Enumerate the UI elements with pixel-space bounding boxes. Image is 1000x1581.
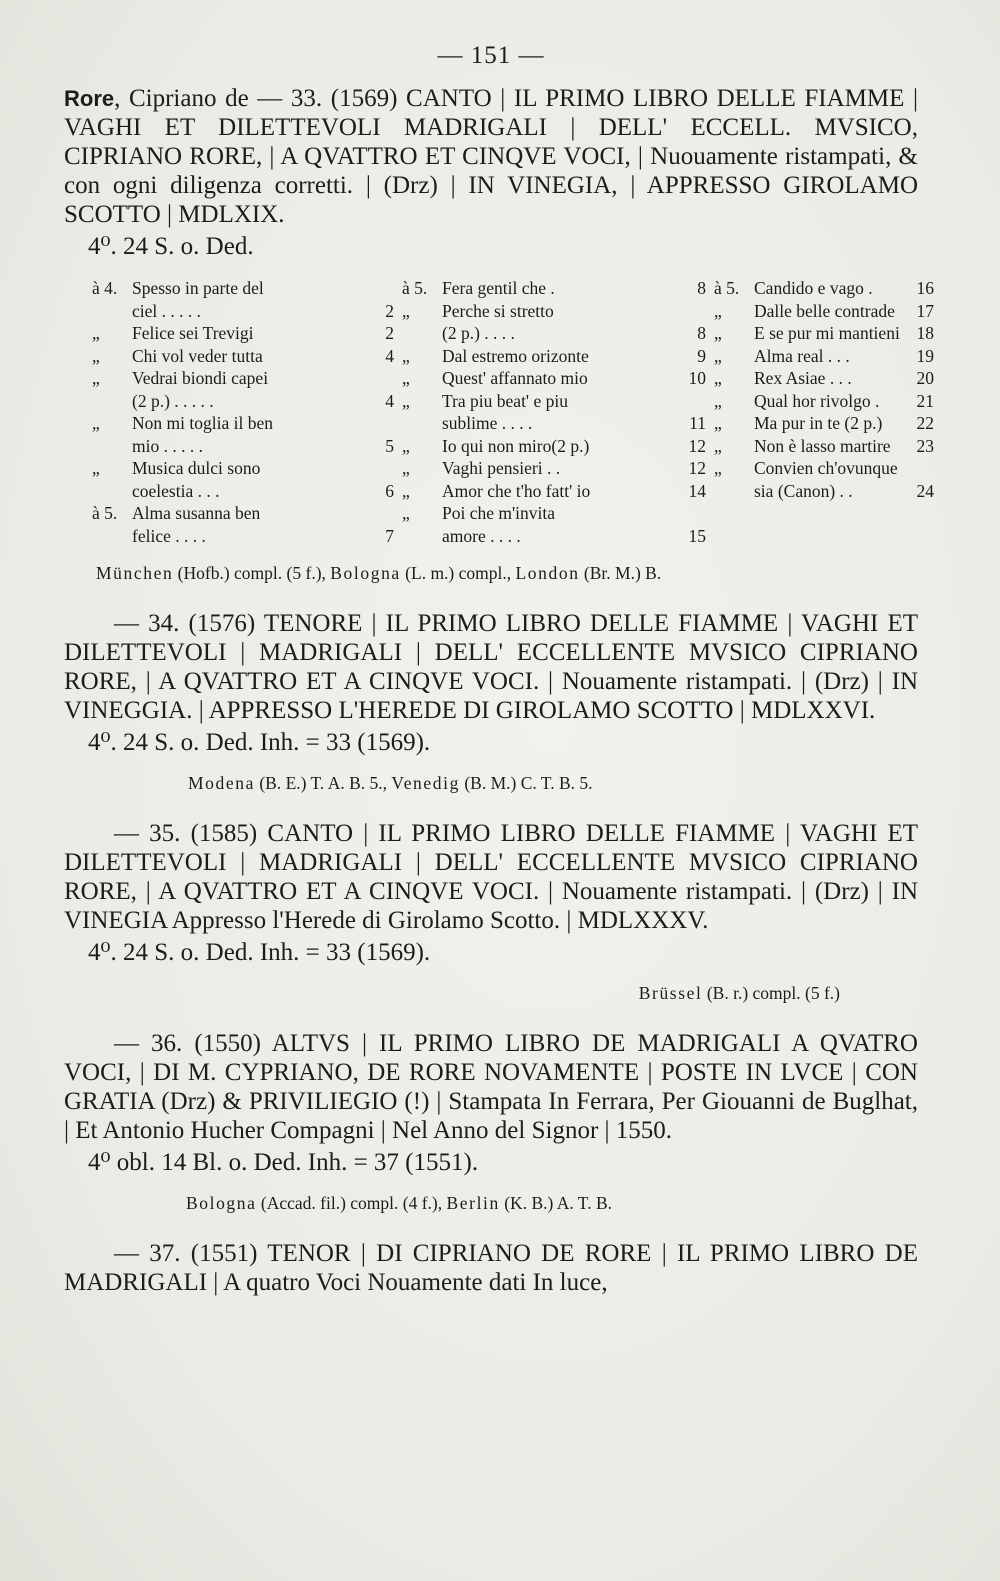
contents-title: Chi vol veder tutta <box>132 345 263 366</box>
contents-prefix <box>402 412 442 435</box>
contents-page-number: 4 <box>385 390 394 411</box>
entry-33-heading <box>64 84 918 229</box>
contents-page-number <box>678 502 714 525</box>
contents-page-number: 11 <box>689 413 706 433</box>
entry-34-format: 4⁰. 24 S. o. Ded. Inh. = 33 (1569). <box>88 729 431 756</box>
contents-page-number <box>366 412 402 435</box>
contents-page-number: 15 <box>688 525 706 546</box>
library-holding: (B. E.) T. A. B. 5., <box>254 773 392 793</box>
contents-page-number <box>678 300 714 323</box>
contents-title: Felice sei Trevigi <box>132 323 254 343</box>
contents-prefix <box>92 525 132 548</box>
contents-column-1 <box>92 277 402 547</box>
contents-prefix: „ <box>714 368 722 388</box>
contents-page-number: 16 <box>916 278 934 298</box>
contents-page-number: 12 <box>688 458 706 478</box>
contents-prefix: à 5. <box>714 278 740 298</box>
library-holding: (Accad. fil.) compl. (4 f.), <box>256 1193 447 1213</box>
contents-prefix: „ <box>402 390 410 411</box>
contents-title: Musica dulci sono <box>132 458 261 478</box>
entry-35-format: 4⁰. 24 S. o. Ded. Inh. = 33 (1569). <box>88 939 431 966</box>
library-city: Bologna <box>186 1193 257 1213</box>
contents-title: Qual hor rivolgo . <box>754 390 880 411</box>
contents-page-number: 2 <box>385 300 394 321</box>
contents-prefix: „ <box>714 390 722 411</box>
contents-row <box>402 300 714 323</box>
contents-row <box>402 345 714 368</box>
contents-row <box>402 322 714 345</box>
contents-prefix: „ <box>92 345 100 366</box>
contents-row <box>714 300 934 323</box>
contents-page-number: 20 <box>916 368 934 388</box>
library-holding: (K. B.) A. T. B. <box>499 1193 612 1213</box>
contents-page-number: 5 <box>385 435 394 456</box>
contents-title: (2 p.) . . . . <box>442 323 515 343</box>
library-city: Modena <box>188 773 255 793</box>
entry-33-locations <box>96 561 918 585</box>
contents-title: Quest' affannato mio <box>442 368 588 388</box>
library-city: München <box>96 563 174 583</box>
contents-title: Io qui non miro(2 p.) <box>442 435 590 456</box>
contents-title: Convien ch'ovunque <box>754 458 898 478</box>
contents-prefix <box>92 300 132 323</box>
contents-prefix: „ <box>92 368 100 388</box>
contents-row <box>402 502 714 525</box>
contents-column-2 <box>402 277 714 547</box>
contents-prefix: „ <box>402 435 410 456</box>
contents-table <box>92 277 934 547</box>
contents-prefix: à 5. <box>92 503 118 523</box>
contents-title: E se pur mi mantieni <box>754 323 900 343</box>
contents-row <box>92 435 402 458</box>
contents-prefix: „ <box>714 458 722 478</box>
contents-page-number <box>366 502 402 525</box>
contents-page-number: 8 <box>697 323 706 343</box>
contents-row <box>402 457 714 480</box>
contents-prefix: „ <box>714 435 722 456</box>
contents-page-number: 2 <box>385 323 394 343</box>
entry-36-locations <box>186 1191 918 1215</box>
contents-page-number: 8 <box>697 278 706 298</box>
contents-title: Vedrai biondi capei <box>132 368 269 388</box>
contents-page-number: 21 <box>916 390 934 411</box>
contents-title: Poi che m'invita <box>442 503 555 523</box>
contents-page-number: 4 <box>385 345 394 366</box>
contents-row <box>92 367 402 390</box>
entry-35-text: — 35. (1585) CANTO | IL PRIMO LIBRO DELLE FIAMME | VAGHI ET DILETTEVOLI | MADRIGALI | DELL' ECCELLENTE MVSICO CIPRIANO RORE, | A QVATTRO ET A CINQVE VOCI. | Nouamente ristampati. | (Drz) | IN VINEGIA Appresso l'Herede di Girolamo Scotto. | MDLXXXV. <box>64 820 918 934</box>
contents-row <box>92 390 402 413</box>
contents-page-number: 17 <box>916 300 934 321</box>
contents-page-number: 23 <box>916 435 934 456</box>
contents-row <box>402 390 714 413</box>
contents-title: Non mi toglia il ben <box>132 413 273 433</box>
contents-title: mio . . . . . <box>132 435 203 456</box>
contents-page-number <box>904 457 934 480</box>
library-city: Bologna <box>330 563 401 583</box>
contents-title: Alma susanna ben <box>132 503 261 523</box>
library-holding: (Br. M.) B. <box>579 563 662 583</box>
library-holding: (B. M.) C. T. B. 5. <box>459 773 593 793</box>
contents-prefix <box>92 435 132 458</box>
contents-title: Tra piu beat' e piu <box>442 390 568 411</box>
contents-row <box>714 390 934 413</box>
contents-page-number <box>366 457 402 480</box>
contents-prefix: à 4. <box>92 278 118 298</box>
contents-page-number: 19 <box>916 345 934 366</box>
contents-row <box>92 345 402 368</box>
entry-37-text: — 37. (1551) TENOR | DI CIPRIANO DE RORE | IL PRIMO LIBRO DE MADRIGALI | A quatro Voci Nouamente dati In luce, <box>64 1240 918 1296</box>
contents-prefix: à 5. <box>402 278 428 298</box>
contents-row <box>714 435 934 458</box>
contents-prefix <box>402 322 442 345</box>
library-holding: (Hofb.) compl. (5 f.), <box>173 563 331 583</box>
contents-page-number <box>678 390 714 413</box>
library-holding: (B. r.) compl. (5 f.) <box>702 983 840 1003</box>
contents-page-number: 22 <box>916 413 934 433</box>
contents-prefix <box>714 480 754 503</box>
contents-page-number <box>366 277 402 300</box>
contents-title: Amor che t'ho fatt' io <box>442 480 591 501</box>
contents-title: felice . . . . <box>132 525 206 546</box>
contents-row <box>714 480 934 503</box>
contents-title: Vaghi pensieri . . <box>442 458 561 478</box>
contents-page-number: 18 <box>916 323 934 343</box>
contents-prefix: „ <box>714 345 722 366</box>
contents-row <box>92 525 402 548</box>
contents-row <box>92 502 402 525</box>
entry-34-locations <box>188 771 918 795</box>
library-city: Venedig <box>391 773 460 793</box>
contents-page-number: 6 <box>385 480 394 501</box>
contents-row <box>92 300 402 323</box>
contents-title: Alma real . . . <box>754 345 850 366</box>
contents-page-number: 24 <box>916 480 934 501</box>
contents-page-number: 7 <box>385 525 394 546</box>
contents-row <box>714 322 934 345</box>
page-number: — 151 — <box>437 42 545 69</box>
contents-title: sia (Canon) . . <box>754 480 853 501</box>
author-name: Rore <box>64 86 115 111</box>
contents-row <box>92 322 402 345</box>
contents-prefix: „ <box>714 323 722 343</box>
contents-page-number: 14 <box>688 480 706 501</box>
contents-prefix: „ <box>402 300 410 321</box>
contents-title: amore . . . . <box>442 525 521 546</box>
contents-title: Dal estremo orizonte <box>442 345 589 366</box>
contents-prefix: „ <box>714 413 722 433</box>
contents-row <box>402 367 714 390</box>
contents-row <box>92 457 402 480</box>
contents-prefix <box>402 525 442 548</box>
contents-title: Spesso in parte del <box>132 278 264 298</box>
contents-row <box>714 345 934 368</box>
contents-row <box>714 367 934 390</box>
contents-row <box>402 435 714 458</box>
contents-row <box>714 277 934 300</box>
entry-36-text: — 36. (1550) ALTVS | IL PRIMO LIBRO DE MADRIGALI A QVATRO VOCI, | DI M. CYPRIANO, DE RORE NOVAMENTE | POSTE IN LVCE | CON GRATIA (Drz) & PRIVILIEGIO (!) | Stampata In Ferrara, Per Giouanni de Buglhat, | Et Antonio Hucher Compagni | Nel Anno del Signor | 1550. <box>64 1030 918 1144</box>
entry-33-text: , Cipriano de — 33. (1569) CANTO | IL PRIMO LIBRO DELLE FIAMME | VAGHI ET DILETTEVOLI MADRIGALI | DELL' ECCELL. MVSICO, CIPRIANO RORE, | A QVATTRO ET CINQVE VOCI, | Nuouamente ristampati, & con ogni diligenza corretti. | (Drz) | IN VINEGIA, | APPRESSO GIROLAMO SCOTTO | MDLXIX. <box>64 85 918 228</box>
contents-title: Candido e vago . <box>754 278 873 298</box>
entry-35-locations <box>96 981 840 1005</box>
contents-row <box>714 457 934 480</box>
contents-title: Ma pur in te (2 p.) <box>754 413 883 433</box>
library-holding: (L. m.) compl., <box>400 563 516 583</box>
contents-title: ciel . . . . . <box>132 300 202 321</box>
contents-prefix: „ <box>402 345 410 366</box>
contents-prefix: „ <box>402 368 410 388</box>
entry-34-text: — 34. (1576) TENORE | IL PRIMO LIBRO DELLE FIAMME | VAGHI ET DILETTEVOLI | MADRIGALI | DELL' ECCELLENTE MVSICO CIPRIANO RORE, | A QVATTRO ET A CINQVE VOCI. | Nouamente ristampati. | (Drz) | IN VINEGGIA. | APPRESSO L'HEREDE DI GIROLAMO SCOTTO | MDLXXVI. <box>64 610 918 724</box>
contents-row <box>402 277 714 300</box>
contents-title: Perche si stretto <box>442 300 554 321</box>
contents-row <box>402 525 714 548</box>
entry-33-format: 4⁰. 24 S. o. Ded. <box>88 233 254 260</box>
contents-prefix: „ <box>402 503 410 523</box>
contents-page-number: 12 <box>688 435 706 456</box>
contents-page-number <box>366 367 402 390</box>
contents-row <box>92 480 402 503</box>
contents-title: Rex Asiae . . . <box>754 368 852 388</box>
contents-title: (2 p.) . . . . . <box>132 390 214 411</box>
contents-page-number: 10 <box>688 368 706 388</box>
contents-prefix <box>92 390 132 413</box>
contents-prefix: „ <box>402 458 410 478</box>
contents-title: Non è lasso martire <box>754 435 891 456</box>
library-city: Brüssel <box>638 983 703 1003</box>
contents-prefix <box>92 480 132 503</box>
contents-title: Dalle belle contrade <box>754 300 895 321</box>
contents-row <box>92 277 402 300</box>
library-city: London <box>515 563 580 583</box>
library-city: Berlin <box>446 1193 500 1213</box>
contents-title: coelestia . . . <box>132 480 220 501</box>
contents-title: sublime . . . . <box>442 413 533 433</box>
contents-prefix: „ <box>92 413 100 433</box>
entry-36-format: 4⁰ obl. 14 Bl. o. Ded. Inh. = 37 (1551). <box>88 1149 479 1176</box>
contents-row <box>402 480 714 503</box>
contents-prefix: „ <box>92 458 100 478</box>
contents-title: Fera gentil che . <box>442 278 555 298</box>
contents-row <box>92 412 402 435</box>
contents-row <box>402 412 714 435</box>
contents-prefix: „ <box>402 480 410 501</box>
contents-column-3 <box>714 277 934 547</box>
contents-row <box>714 412 934 435</box>
contents-prefix: „ <box>92 323 100 343</box>
contents-prefix: „ <box>714 300 722 321</box>
contents-page-number: 9 <box>697 345 706 366</box>
